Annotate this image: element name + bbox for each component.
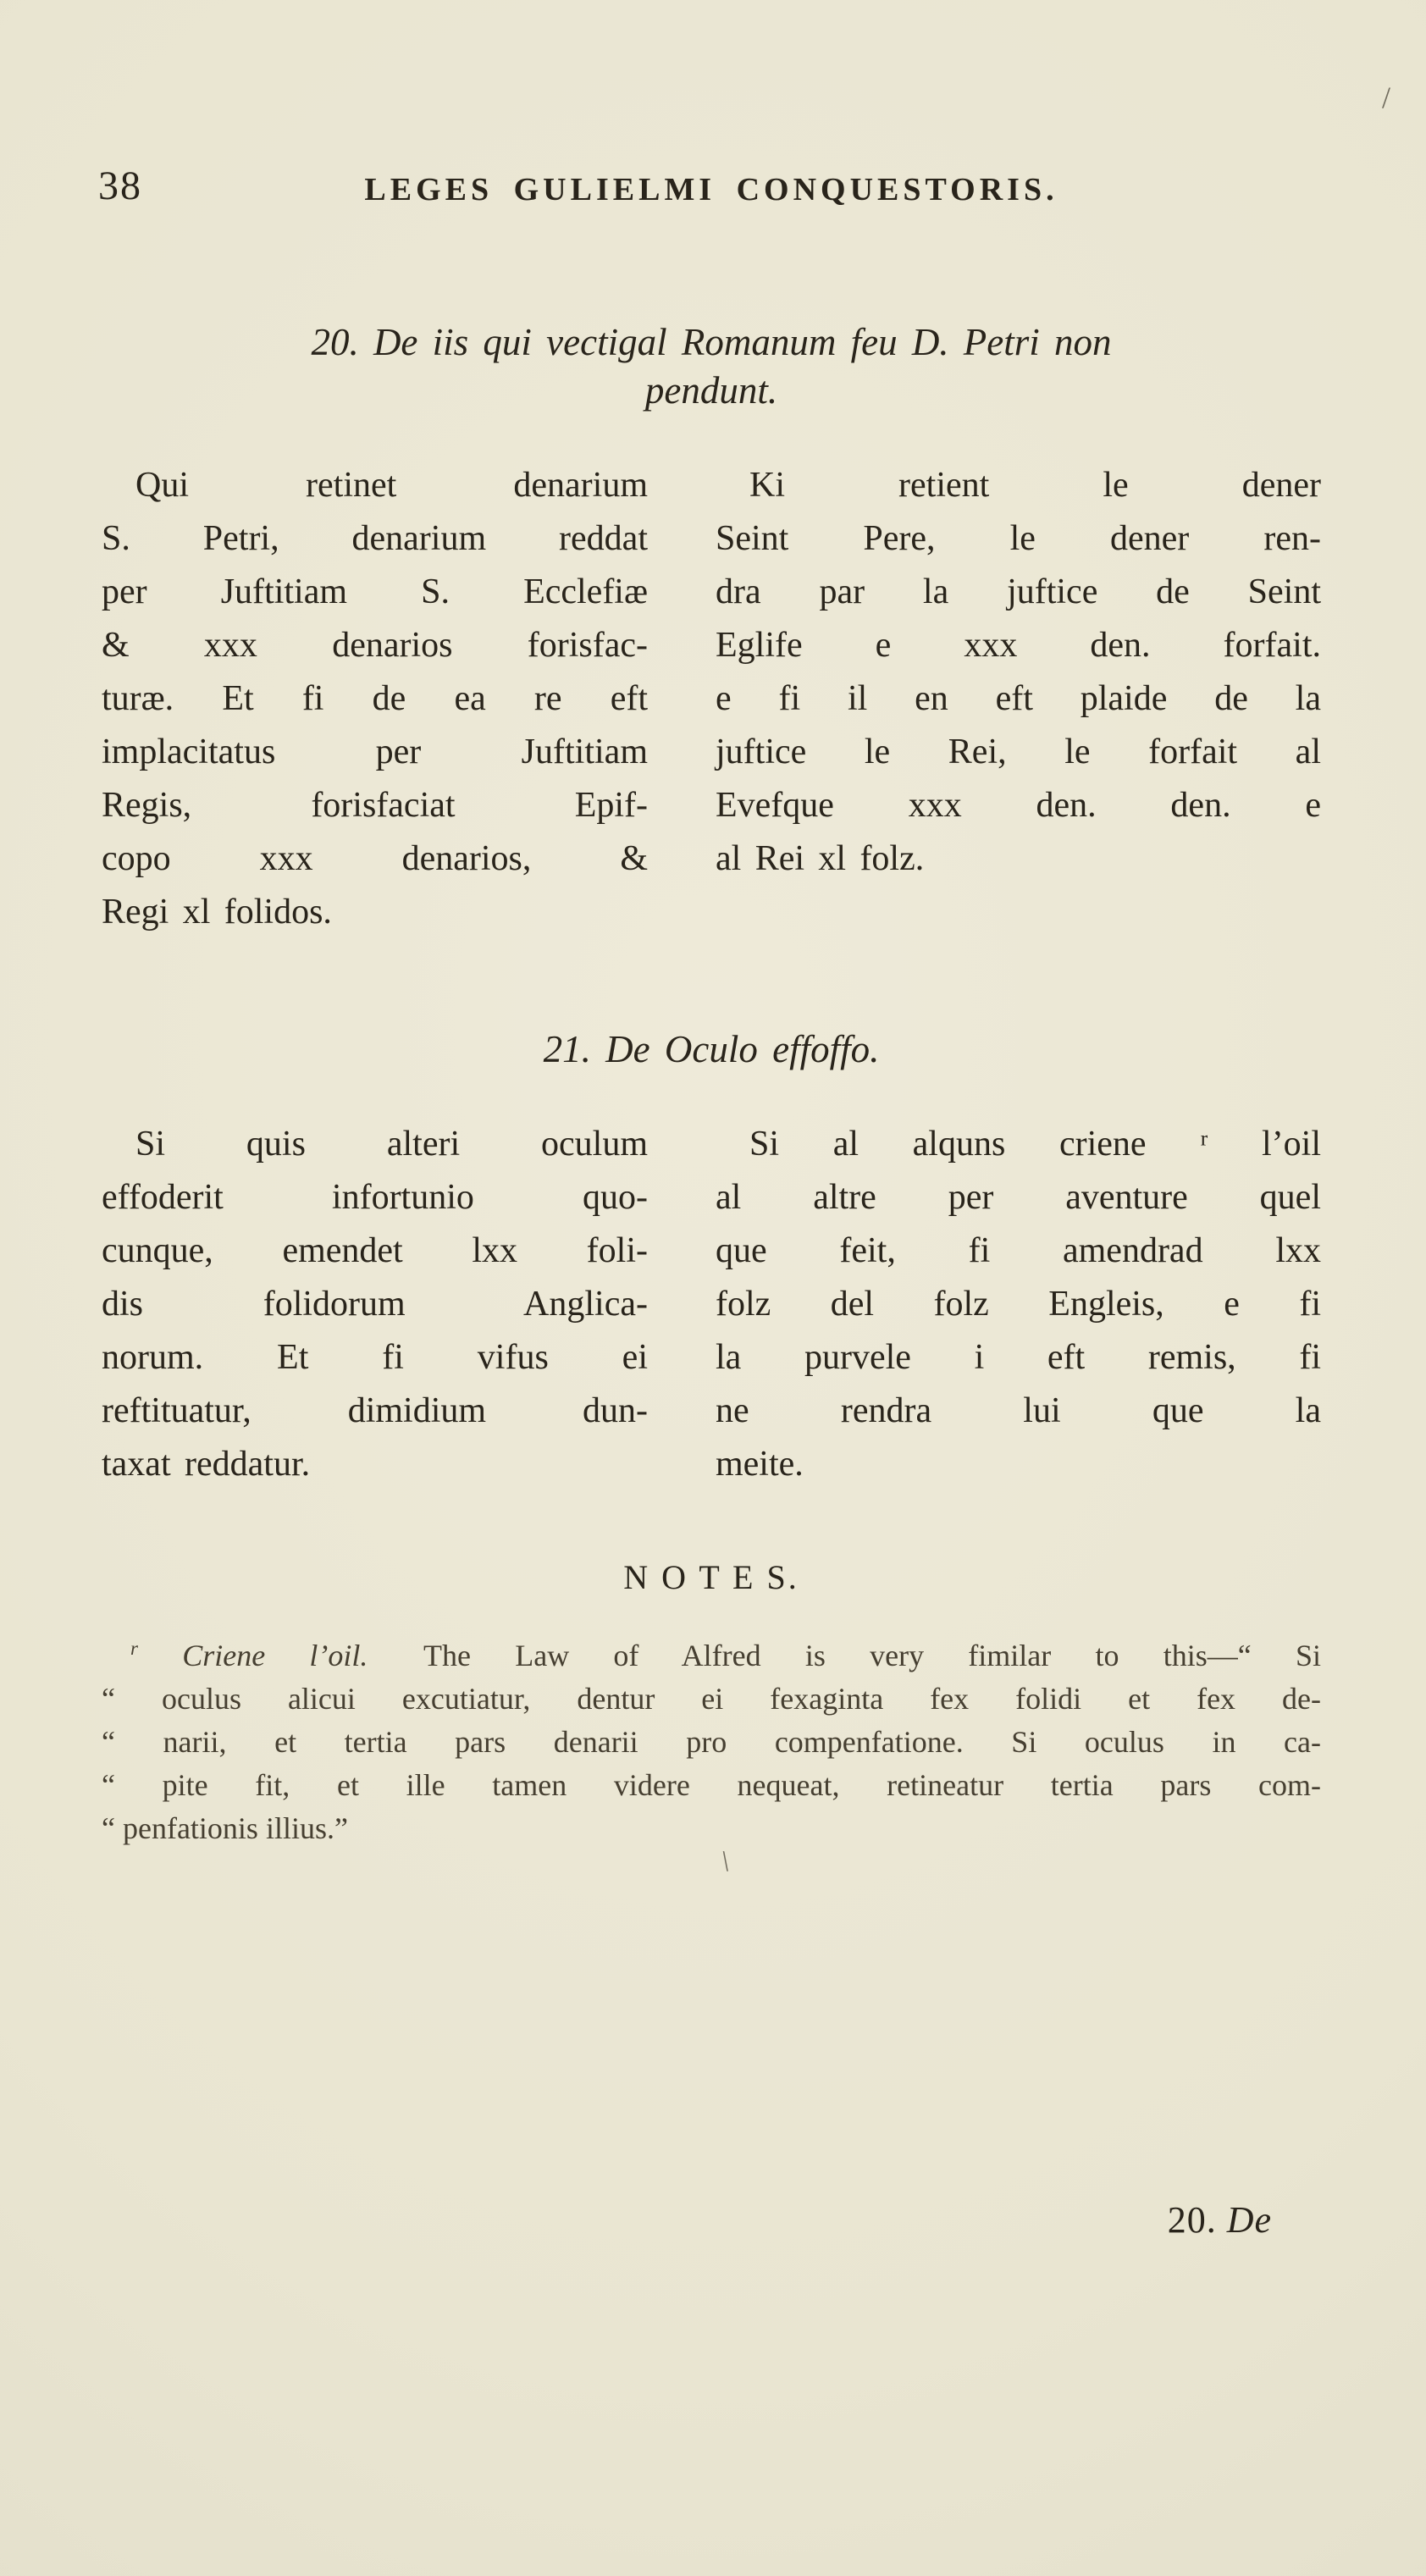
catchword-word: De xyxy=(1226,2199,1272,2241)
text-line: Seint Pere, le dener ren- xyxy=(716,519,1321,558)
footnote-text: The Law of Alfred is very fimilar to this—“ Si xyxy=(423,1639,1321,1672)
text-line: juftice le Rei, le forfait al xyxy=(716,732,1321,771)
running-title: LEGES GULIELMI CONQUESTORIS. xyxy=(364,172,1058,207)
footnote-ref-marker: r xyxy=(130,1638,138,1659)
catchword-number: 20. xyxy=(1167,2199,1217,2241)
text-line: copo xxx denarios, & xyxy=(102,839,648,878)
section-21-heading xyxy=(102,1025,1321,1074)
text-line: Ki retient le dener xyxy=(749,466,1321,505)
footnote-first-line xyxy=(102,1634,1321,1678)
footnote xyxy=(102,1634,1321,1850)
text-line: dis folidorum Anglica- xyxy=(102,1285,648,1324)
section-20 xyxy=(102,318,1321,939)
page-header xyxy=(98,163,1321,208)
text-line: pendunt. xyxy=(644,369,778,412)
text-line: Evefque xxx den. den. e xyxy=(716,786,1321,825)
text-line: cunque, emendet lxx foli- xyxy=(102,1231,648,1270)
text-line: al altre per aventure quel xyxy=(716,1178,1321,1217)
text-line: “ pite fit, et ille tamen videre nequeat, retineatur tertia pars com- xyxy=(102,1768,1321,1802)
text-line: Si al alquns criene ʳ l’oil xyxy=(749,1125,1321,1164)
section-20-latin-text xyxy=(102,459,648,939)
section-21-columns xyxy=(102,1118,1321,1491)
text-line: e fi il en eft plaide de la xyxy=(716,679,1321,718)
footnote-continuation xyxy=(102,1678,1321,1850)
text-line: per Juftitiam S. Ecclefiæ xyxy=(102,572,648,611)
notes-title: N O T E S. xyxy=(623,1558,799,1596)
scan-artifact: \ xyxy=(719,1845,732,1878)
text-line: folz del folz Engleis, e fi xyxy=(716,1285,1321,1324)
text-line: taxat reddatur. xyxy=(102,1445,311,1484)
text-line: norum. Et fi vifus ei xyxy=(102,1338,648,1377)
section-20-columns xyxy=(102,459,1321,939)
section-21-latin-text xyxy=(102,1118,648,1491)
text-line: 21. De Oculo effoffo. xyxy=(543,1028,880,1070)
text-line: & xxx denarios forisfac- xyxy=(102,626,648,665)
text-line: reftituatur, dimidium dun- xyxy=(102,1391,648,1430)
text-line: “ narii, et tertia pars denarii pro compenfatione. Si oculus in ca- xyxy=(102,1725,1321,1759)
text-line: turæ. Et fi de ea re eft xyxy=(102,679,648,718)
text-line: la purvele i eft remis, fi xyxy=(716,1338,1321,1377)
footnote-ref-term: Criene l’oil. xyxy=(182,1639,368,1672)
text-line: S. Petri, denarium reddat xyxy=(102,519,648,558)
section-21-french-text xyxy=(716,1118,1321,1491)
catchword xyxy=(1168,2198,1272,2242)
text-line: Si quis alteri oculum xyxy=(135,1125,648,1164)
text-line: Regis, forisfaciat Epif- xyxy=(102,786,648,825)
text-line: que feit, fi amendrad lxx xyxy=(716,1231,1321,1270)
text-line: “ penfationis illius.” xyxy=(102,1811,348,1845)
notes-section xyxy=(102,1557,1321,1850)
text-line: 20. De iis qui vectigal Romanum feu D. Petri non xyxy=(311,321,1112,363)
text-line: Eglife e xxx den. forfait. xyxy=(716,626,1321,665)
text-line: dra par la juftice de Seint xyxy=(716,572,1321,611)
page-number: 38 xyxy=(98,163,142,208)
text-line: Regi xl folidos. xyxy=(102,893,332,931)
section-20-french-text xyxy=(716,459,1321,939)
text-line: al Rei xl folz. xyxy=(716,839,925,878)
text-line: implacitatus per Juftitiam xyxy=(102,732,648,771)
text-line: ne rendra lui que la xyxy=(716,1391,1321,1430)
text-line: effoderit infortunio quo- xyxy=(102,1178,648,1217)
scan-artifact: / xyxy=(1381,80,1390,114)
section-20-heading xyxy=(102,318,1321,415)
section-21 xyxy=(102,1025,1321,1491)
text-line: “ oculus alicui excutiatur, dentur ei fexaginta fex folidi et fex de- xyxy=(102,1682,1321,1716)
text-line: Qui retinet denarium xyxy=(135,466,648,505)
text-line: meite. xyxy=(716,1445,804,1484)
